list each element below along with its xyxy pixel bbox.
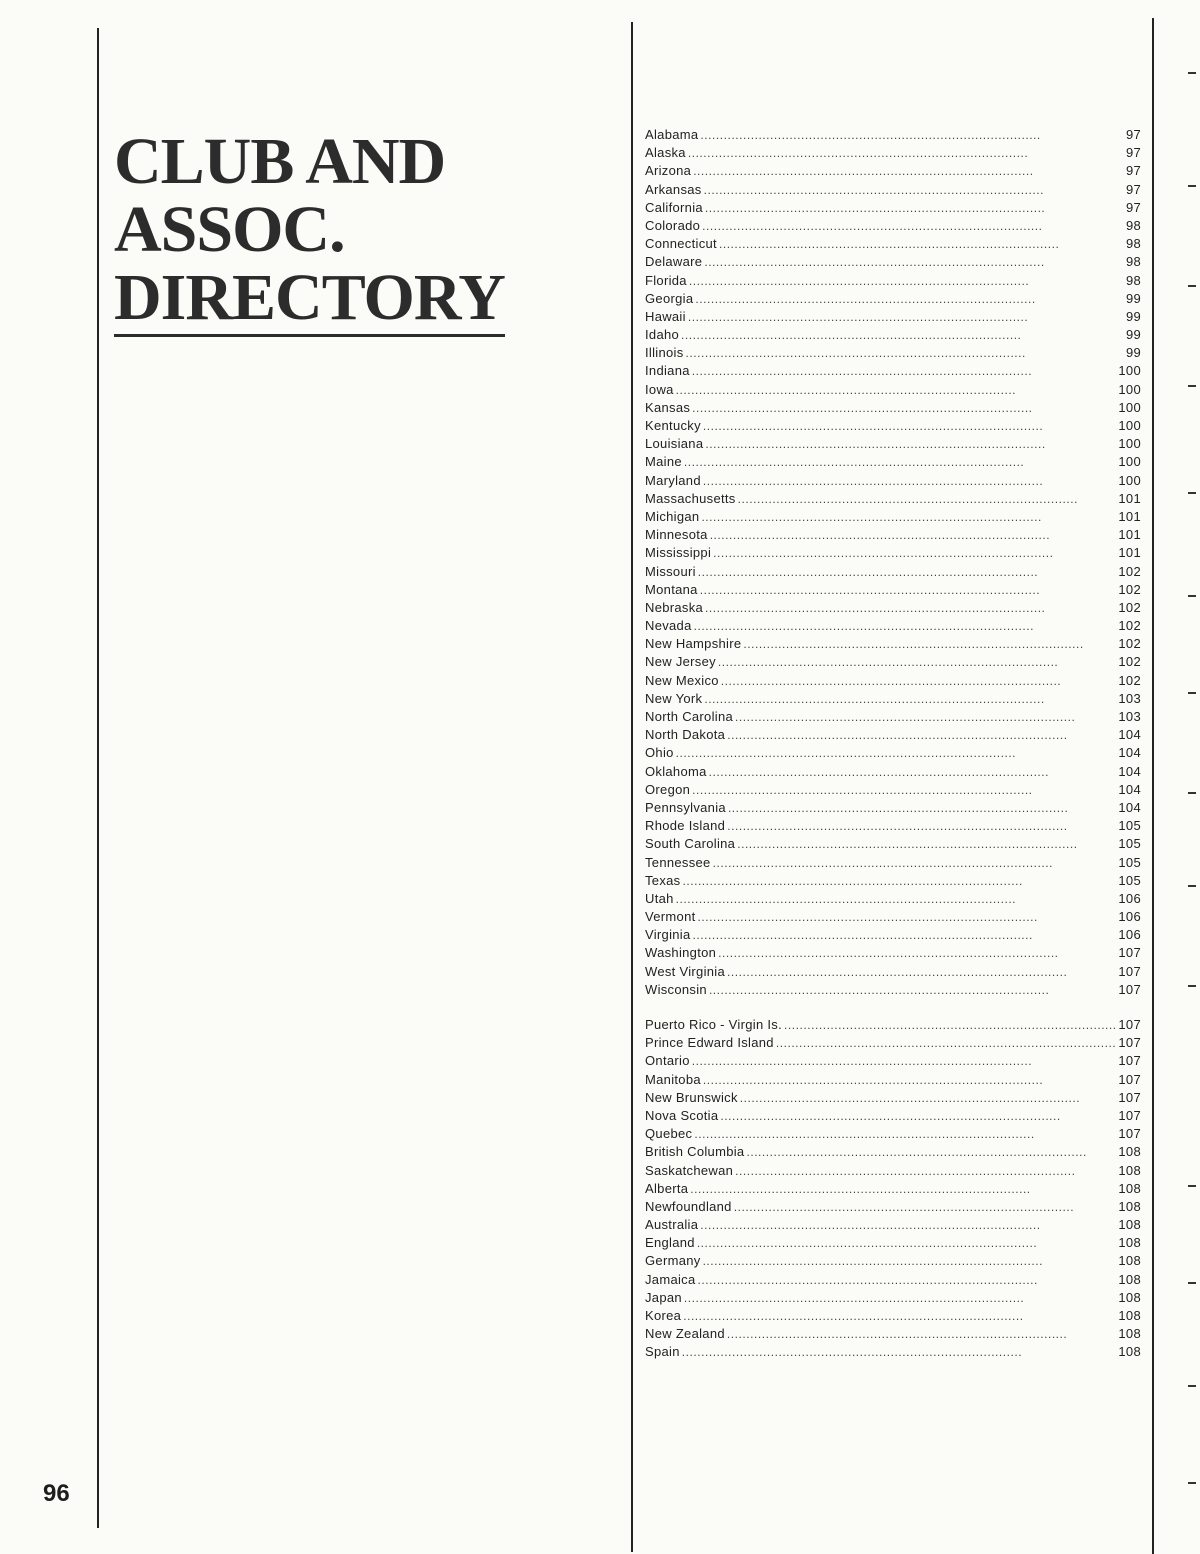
- dot-leader: [692, 362, 1117, 380]
- entry-page-number: 102: [1118, 563, 1141, 579]
- dot-leader: [689, 272, 1117, 290]
- scan-edge-mark: [1188, 1482, 1196, 1484]
- index-entry: [645, 854, 1141, 872]
- entry-page-number: 103: [1118, 709, 1141, 724]
- index-entry: [645, 381, 1141, 399]
- entry-name: New York: [645, 690, 703, 706]
- entry-name: Mississippi: [645, 545, 712, 561]
- index-entry: [645, 1198, 1141, 1216]
- dot-leader: [681, 326, 1117, 344]
- entry-name: New Brunswick: [645, 1089, 738, 1105]
- entry-page-number: 107: [1118, 1107, 1141, 1123]
- dot-leader: [704, 181, 1117, 199]
- states-index: [645, 126, 1141, 999]
- entry-name: Oklahoma: [645, 763, 707, 779]
- entry-page-number: 98: [1125, 254, 1141, 270]
- dot-leader: [702, 217, 1117, 235]
- dot-leader: [698, 563, 1117, 581]
- entry-page-number: 108: [1118, 1162, 1141, 1178]
- index-entry: [645, 1052, 1141, 1070]
- index-entry: [645, 981, 1141, 999]
- entry-page-number: 102: [1118, 636, 1141, 652]
- dot-leader: [686, 344, 1117, 362]
- entry-page-number: 106: [1118, 909, 1141, 925]
- dot-leader: [720, 1107, 1116, 1125]
- index-entry: [645, 708, 1141, 726]
- entry-page-number: 105: [1118, 836, 1141, 852]
- dot-leader: [743, 635, 1116, 653]
- entry-name: Alberta: [645, 1180, 689, 1196]
- entry-name: Illinois: [645, 345, 684, 361]
- index-entry: [645, 726, 1141, 744]
- other-regions-index: [645, 1016, 1141, 1362]
- entry-page-number: 103: [1118, 690, 1141, 706]
- entry-name: Hawaii: [645, 308, 686, 324]
- index-entry: [645, 1216, 1141, 1234]
- entry-name: Vermont: [645, 909, 696, 925]
- dot-leader: [676, 744, 1117, 762]
- entry-name: Connecticut: [645, 236, 717, 252]
- index-entry: [645, 890, 1141, 908]
- index-entry: [645, 399, 1141, 417]
- dot-leader: [682, 872, 1116, 890]
- dot-leader: [727, 726, 1116, 744]
- entry-page-number: 101: [1118, 490, 1141, 506]
- entry-name: Jamaica: [645, 1271, 696, 1287]
- index-entry: [645, 1307, 1141, 1325]
- index-entry: [645, 1143, 1141, 1161]
- entry-page-number: 107: [1118, 1089, 1141, 1105]
- entry-page-number: 98: [1125, 217, 1141, 233]
- dot-leader: [719, 235, 1117, 253]
- dot-leader: [705, 435, 1116, 453]
- index-entry: [645, 672, 1141, 690]
- entry-page-number: 97: [1125, 181, 1141, 197]
- entry-name: Pennsylvania: [645, 799, 726, 815]
- entry-name: Missouri: [645, 563, 696, 579]
- entry-page-number: 97: [1125, 163, 1141, 179]
- index-entry: [645, 817, 1141, 835]
- entry-name: Quebec: [645, 1126, 693, 1142]
- index-entry: [645, 344, 1141, 362]
- dot-leader: [700, 1216, 1116, 1234]
- scan-edge-mark: [1188, 285, 1196, 287]
- dot-leader: [682, 1343, 1117, 1361]
- entry-name: North Carolina: [645, 709, 734, 724]
- entry-name: Florida: [645, 272, 687, 288]
- entry-name: Kentucky: [645, 418, 701, 433]
- index-entry: [645, 472, 1141, 490]
- dot-leader: [738, 490, 1117, 508]
- dot-leader: [676, 890, 1117, 908]
- dot-leader: [713, 544, 1116, 562]
- scan-edge-mark: [1188, 1185, 1196, 1187]
- dot-leader: [692, 399, 1116, 417]
- scan-edge-mark: [1188, 72, 1196, 74]
- index-entry: [645, 1325, 1141, 1343]
- dot-leader: [693, 162, 1117, 180]
- index-entry: [645, 217, 1141, 235]
- index-entry: [645, 908, 1141, 926]
- entry-name: Utah: [645, 890, 674, 906]
- entry-name: Spain: [645, 1344, 680, 1360]
- entry-name: Idaho: [645, 327, 680, 343]
- entry-name: North Dakota: [645, 727, 726, 743]
- entry-page-number: 100: [1118, 436, 1141, 452]
- dot-leader: [740, 1089, 1117, 1107]
- index-entry: [645, 690, 1141, 708]
- dot-leader: [718, 944, 1116, 962]
- index-entry: [645, 599, 1141, 617]
- entry-name: Japan: [645, 1289, 682, 1305]
- dot-leader: [784, 1016, 1116, 1034]
- dot-leader: [692, 1052, 1117, 1070]
- index-entry: [645, 1162, 1141, 1180]
- entry-page-number: 101: [1118, 527, 1141, 543]
- dot-leader: [693, 926, 1117, 944]
- index-entry: [645, 435, 1141, 453]
- entry-page-number: 102: [1118, 581, 1141, 597]
- entry-name: Delaware: [645, 254, 703, 270]
- entry-page-number: 100: [1118, 381, 1141, 397]
- entry-name: Texas: [645, 872, 681, 888]
- entry-name: Nova Scotia: [645, 1107, 719, 1123]
- index-entry: [645, 563, 1141, 581]
- dot-leader: [688, 308, 1117, 326]
- entry-page-number: 108: [1118, 1326, 1141, 1342]
- index-entry: [645, 326, 1141, 344]
- index-entry: [645, 1107, 1141, 1125]
- scan-edge-mark: [1188, 792, 1196, 794]
- entry-page-number: 100: [1118, 399, 1141, 415]
- scan-edge-mark: [1188, 185, 1196, 187]
- entry-page-number: 101: [1118, 545, 1141, 561]
- scan-edge-mark: [1188, 885, 1196, 887]
- entry-page-number: 108: [1118, 1271, 1141, 1287]
- entry-page-number: 107: [1118, 1126, 1141, 1142]
- title-line-1: CLUB AND: [114, 125, 446, 198]
- entry-page-number: 102: [1118, 599, 1141, 615]
- right-column-rule: [1152, 18, 1154, 1554]
- index-entry: [645, 1271, 1141, 1289]
- entry-name: Ontario: [645, 1053, 690, 1069]
- entry-page-number: 99: [1125, 345, 1141, 361]
- title-line-2: ASSOC.: [114, 193, 345, 266]
- dot-leader: [698, 1271, 1117, 1289]
- dot-leader: [734, 1198, 1117, 1216]
- index-entry: [645, 1343, 1141, 1361]
- dot-leader: [698, 908, 1117, 926]
- dot-leader: [692, 781, 1116, 799]
- entry-name: Nevada: [645, 618, 692, 634]
- index-entry: [645, 1071, 1141, 1089]
- entry-name: Germany: [645, 1253, 701, 1269]
- dot-leader: [709, 763, 1117, 781]
- dot-leader: [676, 381, 1117, 399]
- entry-name: New Hampshire: [645, 636, 742, 652]
- scan-edge-mark: [1188, 692, 1196, 694]
- entry-name: Iowa: [645, 381, 674, 397]
- entry-page-number: 107: [1118, 945, 1141, 961]
- page-number: 96: [43, 1480, 70, 1507]
- index-entry: [645, 490, 1141, 508]
- entry-page-number: 108: [1118, 1235, 1141, 1251]
- entry-page-number: 106: [1118, 927, 1141, 943]
- entry-name: Oregon: [645, 781, 691, 797]
- dot-leader: [697, 1234, 1117, 1252]
- entry-page-number: 104: [1118, 763, 1141, 779]
- index-entry: [645, 526, 1141, 544]
- entry-page-number: 108: [1118, 1180, 1141, 1196]
- dot-leader: [704, 690, 1116, 708]
- dot-leader: [703, 472, 1117, 490]
- index-entry: [645, 835, 1141, 853]
- dot-leader: [705, 599, 1116, 617]
- index-entry: [645, 1034, 1141, 1052]
- entry-name: Georgia: [645, 290, 694, 306]
- entry-page-number: 104: [1118, 781, 1141, 797]
- dot-leader: [735, 1162, 1116, 1180]
- dot-leader: [718, 653, 1116, 671]
- index-entry: [645, 653, 1141, 671]
- middle-column-rule: [631, 22, 633, 1552]
- entry-name: Prince Edward Island: [645, 1035, 774, 1051]
- entry-name: Maryland: [645, 472, 701, 488]
- index-entry: [645, 763, 1141, 781]
- dot-leader: [713, 854, 1117, 872]
- entry-name: Ohio: [645, 745, 674, 761]
- entry-page-number: 100: [1118, 454, 1141, 470]
- index-entry: [645, 162, 1141, 180]
- entry-name: Saskatchewan: [645, 1162, 734, 1178]
- entry-name: Manitoba: [645, 1071, 701, 1087]
- entry-page-number: 106: [1118, 890, 1141, 906]
- entry-name: Massachusetts: [645, 490, 736, 506]
- entry-name: Australia: [645, 1217, 699, 1233]
- dot-leader: [694, 1125, 1116, 1143]
- dot-leader: [695, 290, 1117, 308]
- entry-name: Arkansas: [645, 181, 702, 197]
- dot-leader: [735, 708, 1116, 726]
- index-entry: [645, 1125, 1141, 1143]
- entry-page-number: 107: [1118, 1035, 1141, 1051]
- entry-page-number: 102: [1118, 672, 1141, 688]
- entry-name: Indiana: [645, 363, 690, 379]
- dot-leader: [709, 981, 1116, 999]
- index-entry: [645, 544, 1141, 562]
- index-entry: [645, 508, 1141, 526]
- entry-name: Tennessee: [645, 854, 711, 870]
- entry-page-number: 107: [1118, 1053, 1141, 1069]
- index-entry: [645, 417, 1141, 435]
- dot-leader: [703, 417, 1117, 435]
- index-entry: [645, 199, 1141, 217]
- entry-name: Nebraska: [645, 599, 704, 615]
- entry-page-number: 98: [1125, 236, 1141, 252]
- index-entry: [645, 635, 1141, 653]
- entry-name: Maine: [645, 454, 682, 470]
- entry-page-number: 108: [1118, 1198, 1141, 1214]
- entry-page-number: 108: [1118, 1308, 1141, 1323]
- dot-leader: [721, 672, 1117, 690]
- entry-page-number: 108: [1118, 1144, 1141, 1160]
- entry-page-number: 101: [1118, 508, 1141, 524]
- entry-name: New Zealand: [645, 1326, 725, 1342]
- scan-edge-mark: [1188, 385, 1196, 387]
- entry-name: Colorado: [645, 217, 701, 233]
- index-entry: [645, 126, 1141, 144]
- dot-leader: [728, 799, 1116, 817]
- index-entry: [645, 253, 1141, 271]
- dot-leader: [701, 508, 1116, 526]
- dot-leader: [737, 835, 1116, 853]
- entry-page-number: 107: [1118, 1017, 1141, 1032]
- entry-page-number: 107: [1118, 981, 1141, 997]
- index-entry: [645, 1234, 1141, 1252]
- dot-leader: [727, 963, 1116, 981]
- entry-name: Minnesota: [645, 527, 708, 543]
- dot-leader: [683, 1307, 1116, 1325]
- entry-name: Puerto Rico - Virgin Is.: [645, 1017, 783, 1032]
- entry-page-number: 99: [1125, 308, 1141, 324]
- dot-leader: [688, 144, 1117, 162]
- entry-page-number: 107: [1118, 1071, 1141, 1087]
- entry-name: New Jersey: [645, 654, 716, 670]
- index-entry: [645, 308, 1141, 326]
- scan-edge-mark: [1188, 492, 1196, 494]
- entry-page-number: 100: [1118, 418, 1141, 433]
- index-entry: [645, 1289, 1141, 1307]
- scan-edge-mark: [1188, 985, 1196, 987]
- entry-page-number: 104: [1118, 799, 1141, 815]
- dot-leader: [703, 1071, 1117, 1089]
- dot-leader: [776, 1034, 1117, 1052]
- entry-page-number: 99: [1125, 290, 1141, 306]
- index-entry: [645, 362, 1141, 380]
- entry-page-number: 104: [1118, 727, 1141, 743]
- dot-leader: [700, 126, 1117, 144]
- dot-leader: [690, 1180, 1116, 1198]
- index-entry: [645, 1089, 1141, 1107]
- entry-name: Alabama: [645, 127, 699, 142]
- dot-leader: [746, 1143, 1116, 1161]
- entry-page-number: 108: [1118, 1253, 1141, 1269]
- entry-page-number: 104: [1118, 745, 1141, 761]
- index-entry: [645, 799, 1141, 817]
- entry-page-number: 108: [1118, 1289, 1141, 1305]
- entry-name: British Columbia: [645, 1144, 745, 1160]
- entry-page-number: 97: [1125, 145, 1141, 161]
- dot-leader: [703, 1252, 1117, 1270]
- dot-leader: [684, 453, 1116, 471]
- entry-name: Wisconsin: [645, 981, 707, 997]
- entry-page-number: 105: [1118, 872, 1141, 888]
- entry-page-number: 102: [1118, 618, 1141, 634]
- entry-page-number: 107: [1118, 963, 1141, 979]
- entry-page-number: 99: [1125, 327, 1141, 343]
- entry-name: Arizona: [645, 163, 692, 179]
- dot-leader: [727, 1325, 1117, 1343]
- entry-name: Kansas: [645, 399, 691, 415]
- index-entry: [645, 144, 1141, 162]
- entry-name: West Virginia: [645, 963, 726, 979]
- entry-name: Virginia: [645, 927, 691, 943]
- entry-page-number: 100: [1118, 363, 1141, 379]
- entry-page-number: 102: [1118, 654, 1141, 670]
- dot-leader: [694, 617, 1117, 635]
- entry-name: Michigan: [645, 508, 700, 524]
- scan-edge-mark: [1188, 595, 1196, 597]
- dot-leader: [700, 581, 1117, 599]
- index-entry: [645, 453, 1141, 471]
- dot-leader: [710, 526, 1117, 544]
- index-entry: [645, 290, 1141, 308]
- index-entry: [645, 181, 1141, 199]
- dot-leader: [684, 1289, 1116, 1307]
- entry-name: Alaska: [645, 145, 686, 161]
- index-entry: [645, 1252, 1141, 1270]
- entry-name: England: [645, 1235, 695, 1251]
- index-entry: [645, 1180, 1141, 1198]
- entry-page-number: 105: [1118, 854, 1141, 870]
- entry-name: South Carolina: [645, 836, 736, 852]
- scan-edge-mark: [1188, 1282, 1196, 1284]
- dot-leader: [727, 817, 1116, 835]
- title-line-3: DIRECTORY: [114, 264, 505, 337]
- entry-name: Rhode Island: [645, 818, 726, 834]
- index-entry: [645, 235, 1141, 253]
- entry-page-number: 105: [1118, 818, 1141, 834]
- entry-name: California: [645, 199, 703, 215]
- index-entry: [645, 872, 1141, 890]
- index-entry: [645, 617, 1141, 635]
- entry-name: Newfoundland: [645, 1198, 732, 1214]
- scan-edge-mark: [1188, 1385, 1196, 1387]
- index-entry: [645, 944, 1141, 962]
- entry-name: Korea: [645, 1308, 682, 1323]
- entry-page-number: 98: [1125, 272, 1141, 288]
- entry-page-number: 108: [1118, 1217, 1141, 1233]
- index-entry: [645, 744, 1141, 762]
- entry-name: New Mexico: [645, 672, 719, 688]
- entry-page-number: 108: [1118, 1344, 1141, 1360]
- index-entry: [645, 926, 1141, 944]
- entry-name: Washington: [645, 945, 717, 961]
- entry-name: Louisiana: [645, 436, 704, 452]
- dot-leader: [705, 199, 1117, 217]
- entry-page-number: 100: [1118, 472, 1141, 488]
- entry-name: Montana: [645, 581, 698, 597]
- dot-leader: [704, 253, 1117, 271]
- entry-page-number: 97: [1125, 199, 1141, 215]
- left-column-rule: [97, 28, 99, 1528]
- index-entry: [645, 781, 1141, 799]
- index-entry: [645, 272, 1141, 290]
- page-title: [114, 125, 564, 337]
- entry-page-number: 97: [1125, 127, 1141, 142]
- index-entry: [645, 581, 1141, 599]
- index-entry: [645, 963, 1141, 981]
- index-entry: [645, 1016, 1141, 1034]
